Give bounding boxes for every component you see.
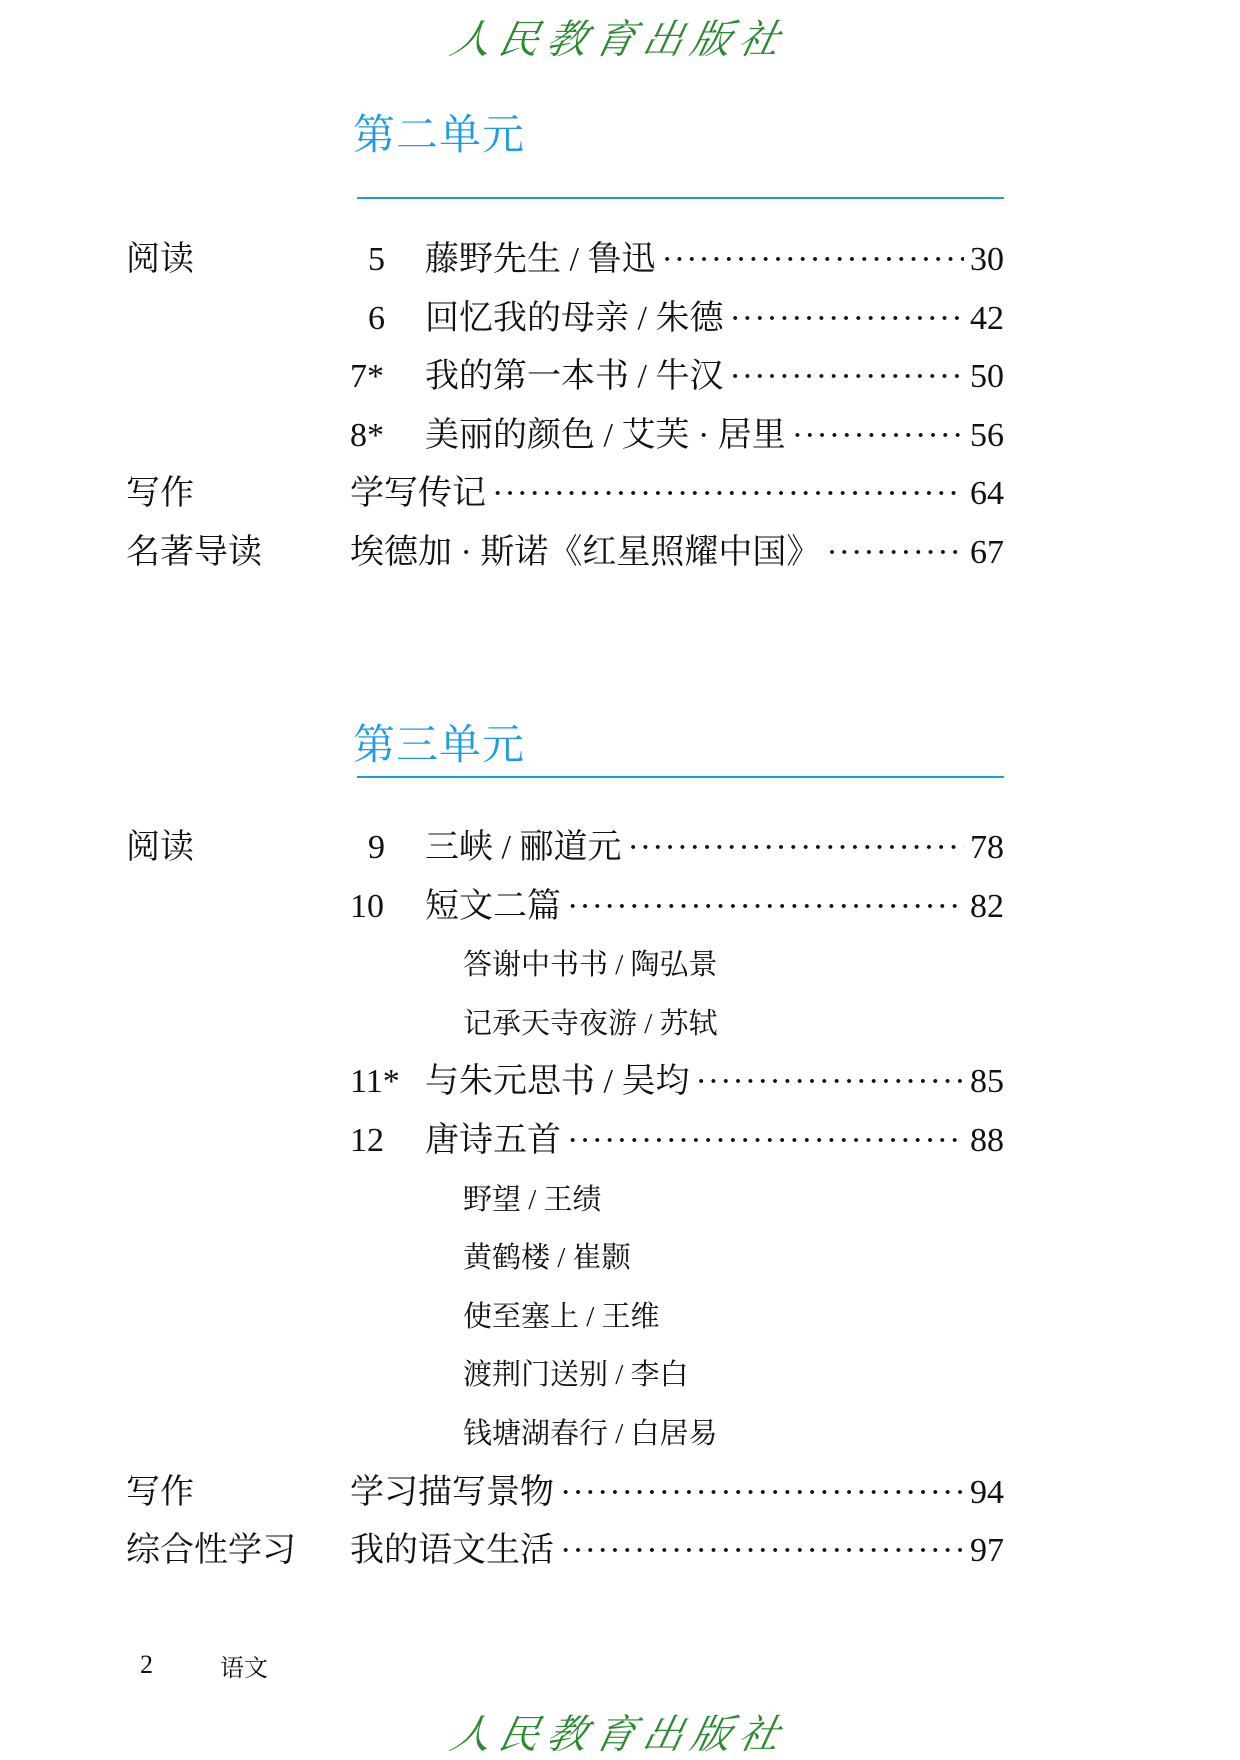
toc-row[interactable] (0, 238, 1240, 282)
dot-leader (560, 1471, 964, 1515)
dot-leader (826, 531, 964, 575)
toc-entry[interactable] (425, 414, 1004, 458)
sub-entry[interactable]: 渡荆门送别 / 李白 (463, 1359, 689, 1392)
sub-entry[interactable]: 黄鹤楼 / 崔颢 (463, 1242, 631, 1275)
unit-title: 第三单元 (353, 720, 526, 769)
entry-page: 78 (970, 829, 1004, 866)
toc-row[interactable] (0, 472, 1240, 516)
toc-row[interactable] (0, 531, 1240, 575)
toc-row[interactable] (0, 1119, 1240, 1163)
entry-page: 67 (970, 534, 1004, 571)
toc-entry[interactable] (425, 238, 1004, 282)
dot-leader (695, 1060, 964, 1104)
page-number: 2 (140, 1650, 153, 1679)
entry-title: 与朱元思书 / 吴均 (425, 1063, 690, 1101)
toc-entry[interactable] (425, 297, 1004, 341)
toc-row[interactable] (0, 826, 1240, 870)
toc-entry[interactable] (425, 826, 1004, 870)
unit-divider (357, 776, 1004, 778)
dot-leader (567, 1119, 964, 1163)
toc-category: 阅读 (126, 829, 194, 866)
toc-category: 写作 (126, 1473, 194, 1511)
toc-row[interactable] (0, 1529, 1240, 1573)
toc-entry[interactable] (350, 1529, 1004, 1573)
lesson-number: 7* (350, 358, 384, 396)
dot-leader (492, 472, 964, 516)
toc-entry[interactable] (425, 1119, 1004, 1163)
entry-title: 埃德加 · 斯诺《红星照耀中国》 (350, 534, 821, 571)
dot-leader (567, 885, 964, 929)
entry-title: 学写传记 (350, 475, 486, 513)
dot-leader (729, 297, 964, 341)
toc-category: 综合性学习 (126, 1532, 296, 1570)
entry-title: 我的第一本书 / 牛汉 (425, 358, 724, 396)
entry-page: 85 (970, 1063, 1004, 1101)
toc-entry[interactable] (350, 1471, 1004, 1515)
dot-leader (792, 414, 964, 458)
toc-row[interactable] (0, 414, 1240, 458)
sub-entry[interactable]: 野望 / 王绩 (463, 1183, 602, 1216)
entry-page: 56 (970, 416, 1004, 454)
lesson-number: 11* (350, 1063, 400, 1101)
subject-label: 语文 (220, 1656, 268, 1682)
lesson-number: 6 (368, 299, 385, 337)
entry-page: 94 (970, 1473, 1004, 1511)
entry-title: 回忆我的母亲 / 朱德 (425, 299, 724, 337)
toc-entry[interactable] (425, 1060, 1004, 1104)
toc-entry[interactable] (350, 472, 1004, 516)
toc-row[interactable] (0, 1060, 1240, 1104)
sub-entry[interactable]: 钱塘湖春行 / 白居易 (463, 1418, 718, 1450)
dot-leader (729, 355, 964, 399)
toc-row[interactable] (0, 297, 1240, 341)
entry-page: 50 (970, 358, 1004, 396)
sub-entry[interactable]: 记承天寺夜游 / 苏轼 (463, 1007, 718, 1040)
unit-title: 第二单元 (353, 110, 526, 159)
publisher-logo-top: 人民教育出版社 (446, 17, 793, 63)
dot-leader (661, 238, 964, 282)
publisher-logo-bottom: 人民教育出版社 (446, 1712, 793, 1758)
entry-page: 97 (970, 1532, 1004, 1570)
toc-category: 写作 (126, 475, 194, 513)
entry-page: 30 (970, 241, 1004, 278)
toc-entry[interactable] (425, 885, 1004, 929)
dot-leader (560, 1529, 964, 1573)
entry-title: 藤野先生 / 鲁迅 (425, 241, 656, 278)
lesson-number: 10 (350, 887, 384, 925)
entry-title: 三峡 / 郦道元 (425, 829, 622, 866)
toc-entry[interactable] (425, 355, 1004, 399)
entry-title: 短文二篇 (425, 887, 561, 925)
toc-category: 阅读 (126, 241, 194, 278)
dot-leader (627, 826, 964, 870)
entry-page: 42 (970, 299, 1004, 337)
lesson-number: 12 (350, 1122, 384, 1159)
unit-divider (357, 197, 1004, 199)
toc-row[interactable] (0, 1471, 1240, 1515)
toc-category: 名著导读 (126, 534, 262, 571)
entry-page: 88 (970, 1122, 1004, 1159)
toc-entry[interactable] (350, 531, 1004, 575)
entry-title: 我的语文生活 (350, 1532, 554, 1570)
sub-entry[interactable]: 答谢中书书 / 陶弘景 (463, 949, 718, 982)
lesson-number: 5 (368, 241, 385, 278)
toc-row[interactable] (0, 355, 1240, 399)
sub-entry[interactable]: 使至塞上 / 王维 (463, 1300, 660, 1333)
entry-title: 唐诗五首 (425, 1122, 561, 1159)
lesson-number: 8* (350, 416, 384, 454)
lesson-number: 9 (368, 829, 385, 866)
toc-row[interactable] (0, 885, 1240, 929)
entry-page: 82 (970, 887, 1004, 925)
entry-page: 64 (970, 475, 1004, 513)
entry-title: 美丽的颜色 / 艾芙 · 居里 (425, 416, 786, 454)
entry-title: 学习描写景物 (350, 1473, 554, 1511)
